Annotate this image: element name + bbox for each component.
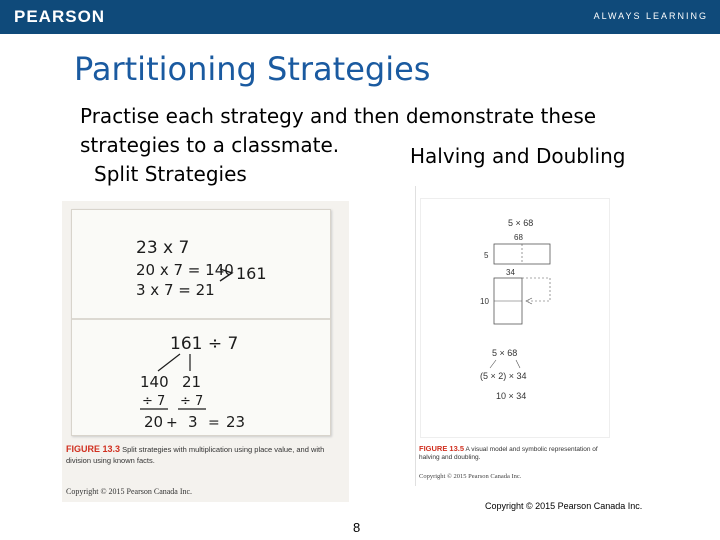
figure-13-3-caption (66, 444, 336, 466)
hw-23: 23 (226, 413, 246, 431)
hw-20x7: 20 x 7 = 140 (136, 261, 234, 279)
figure-copyright: Copyright © 2015 Pearson Canada Inc. (66, 487, 193, 496)
branch-left (158, 354, 180, 371)
symbolic-line-3: 10 × 34 (496, 391, 527, 401)
header-bar (0, 0, 720, 34)
svg-text:+: + (166, 415, 178, 431)
slide-title: Partitioning Strategies (74, 50, 431, 88)
hw-161: 161 (236, 264, 267, 283)
footer-copyright: Copyright © 2015 Pearson Canada Inc. (485, 501, 643, 511)
hw-3x7: 3 x 7 = 21 (136, 281, 215, 299)
page-number: 8 (353, 520, 361, 535)
split-heading: Split Strategies (94, 162, 247, 186)
figure-label: FIGURE 13.3 (66, 444, 121, 454)
instruction-line-2: strategies to a classmate. (80, 133, 340, 157)
hw-23x7: 23 x 7 (136, 238, 190, 258)
hw-20: 20 (144, 413, 164, 431)
figure-13-5-caption (419, 445, 609, 462)
figure-label-r: FIGURE 13.5 (419, 444, 465, 453)
halving-doubling-figure (415, 186, 614, 486)
split-strategies-figure (62, 201, 349, 502)
model-10: 10 (480, 297, 489, 306)
halving-heading: Halving and Doubling (410, 144, 626, 168)
hw-161div7: 161 ÷ 7 (170, 334, 239, 354)
figure-copyright-r: Copyright © 2015 Pearson Canada Inc. (419, 473, 522, 480)
caption-text: Split strategies with multiplication using place value, and with division using known facts. (66, 445, 325, 465)
handwriting-drawing (62, 201, 349, 441)
model-34: 34 (506, 268, 515, 277)
model-expression: 5 × 68 (508, 218, 534, 228)
symbolic-line-1: 5 × 68 (492, 348, 518, 358)
hw-div7-a: ÷ 7 (142, 394, 166, 409)
dashed-move (522, 278, 550, 301)
area-model-drawing (416, 186, 614, 444)
hw-21: 21 (182, 373, 202, 391)
hw-3: 3 (188, 413, 198, 431)
symbolic-line-2: (5 × 2) × 34 (480, 371, 527, 381)
model-5: 5 (484, 251, 489, 260)
caption-text-r: A visual model and symbolic representation of halving and doubling. (419, 446, 598, 461)
tagline: ALWAYS LEARNING (593, 11, 708, 21)
svg-text:=: = (208, 415, 220, 431)
pearson-logo: PEARSON (14, 7, 106, 26)
instruction-line-1: Practise each strategy and then demonstrate these (80, 104, 597, 128)
hw-140: 140 (140, 373, 169, 391)
model-68: 68 (514, 233, 523, 242)
hw-div7-b: ÷ 7 (180, 394, 204, 409)
